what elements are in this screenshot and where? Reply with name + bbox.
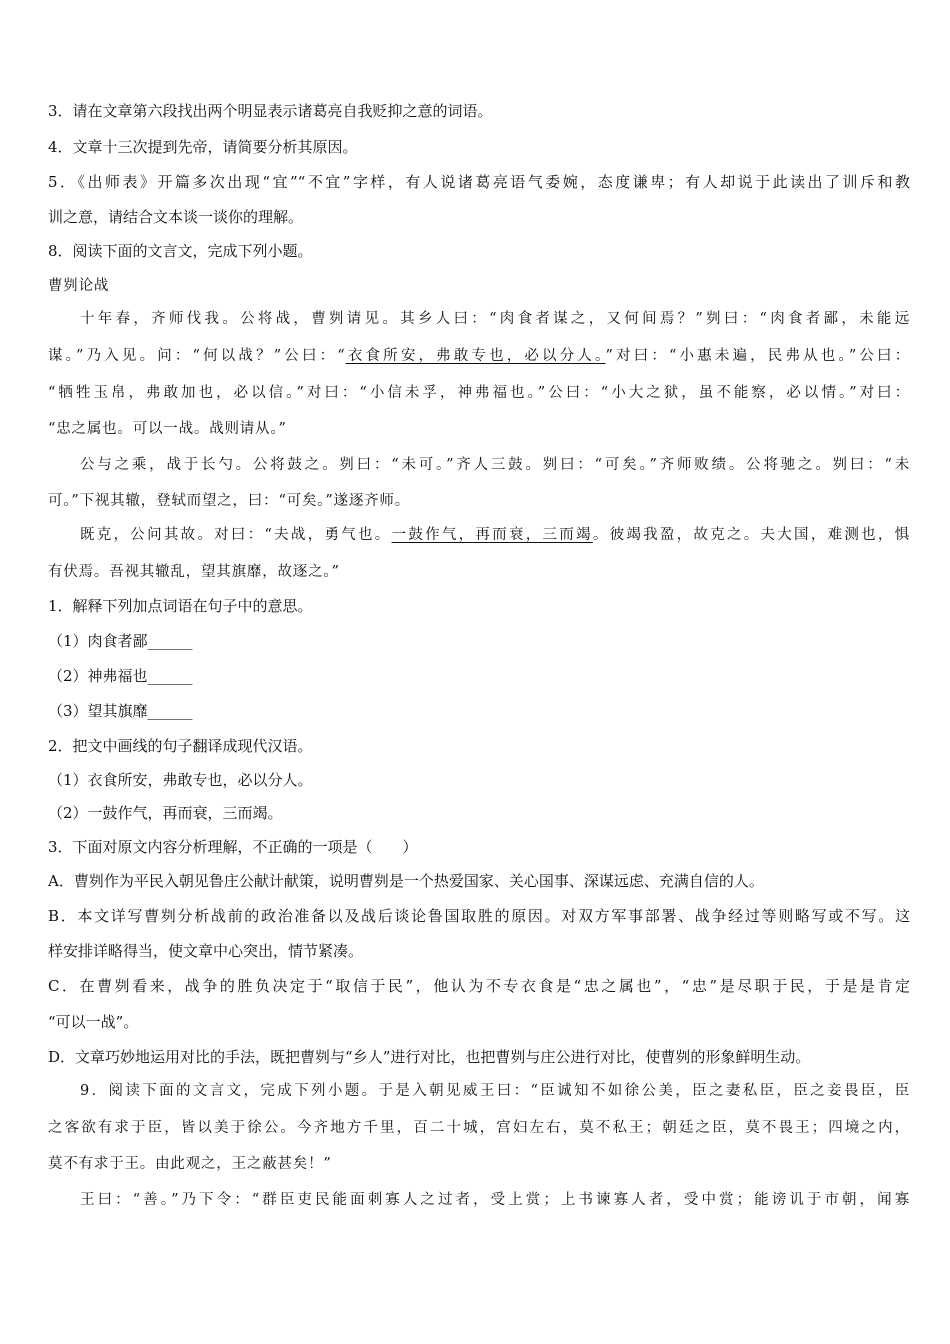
passage-paragraph-2-line-1: 公与之乘，战于长勺。公将鼓之。刿曰：“未可。”齐人三鼓。刿曰：“可矣。”齐师败绩。公将驰之。刿曰：“未 (80, 457, 910, 473)
question-6-item-3: 3．请在文章第六段找出两个明显表示诸葛亮自我贬抑之意的词语。 (48, 102, 493, 120)
subquestion-3-stem: 3．下面对原文内容分析理解，不正确的一项是（ ） (48, 838, 418, 856)
passage-paragraph-1-line-1: 十年春，齐师伐我。公将战，曹刿请见。其乡人曰：“肉食者谋之，又何间焉？”刿曰：“肉食者鄙，未能远 (80, 311, 910, 327)
subquestion-1-item: （3）望其旗靡______ (48, 702, 193, 720)
subquestion-2-stem: 2．把文中画线的句子翻译成现代汉语。 (48, 737, 313, 755)
question-9-line-2: 之客欲有求于臣，皆以美于徐公。今齐地方千里，百二十城，宫妇左右，莫不私王；朝廷之臣，莫不畏王；四境之内， (48, 1120, 910, 1136)
question-6-item-4: 4．文章十三次提到先帝，请简要分析其原因。 (48, 138, 358, 156)
option-b-line-1: B．本文详写曹刿分析战前的政治准备以及战后谈论鲁国取胜的原因。对双方军事部署、战争经过等则略写或不写。这 (48, 907, 910, 925)
underlined-sentence-1: 衣食所安，弗敢专也，必以分人。 (345, 348, 606, 364)
question-9-line-4: 王曰：“善。”乃下令：“群臣吏民能面刺寡人之过者，受上赏；上书谏寡人者，受中赏；能谤讥于市朝，闻寡 (80, 1192, 910, 1208)
subquestion-1-item: （2）神弗福也______ (48, 667, 193, 685)
passage-paragraph-1-line-3: “牺牲玉帛，弗敢加也，必以信。”对曰：“小信未孚，神弗福也。”公曰：“小大之狱，虽不能察，必以情。”对曰： (48, 385, 910, 401)
option-a: A．曹刿作为平民入朝见鲁庄公献计献策，说明曹刿是一个热爱国家、关心国事、深谋远虑、充满自信的人。 (48, 872, 764, 890)
underlined-sentence-2: 一鼓作气，再而衰，三而竭 (391, 527, 593, 543)
subquestion-1-item: （1）肉食者鄙______ (48, 632, 193, 650)
question-6-item-5-line-1: 5．《出师表》开篇多次出现“宜”“不宜”字样，有人说诸葛亮语气委婉，态度谦卑；有人却说于此读出了训斥和教 (48, 173, 910, 191)
option-d: D．文章巧妙地运用对比的手法，既把曹刿与“乡人”进行对比，也把曹刿与庄公进行对比，使曹刿的形象鲜明生动。 (48, 1048, 811, 1066)
passage-text: ”对曰：“小惠未遍，民弗从也。”公曰： (605, 348, 911, 364)
subquestion-1-stem: 1．解释下列加点词语在句子中的意思。 (48, 597, 313, 615)
passage-title: 曹刿论战 (48, 278, 110, 294)
option-c-line-2: “可以一战”。 (48, 1013, 139, 1031)
passage-paragraph-3-line-1 (80, 525, 910, 545)
passage-text: 。彼竭我盈，故克之。夫大国，难测也，惧 (592, 527, 910, 543)
passage-paragraph-1-line-4: “忠之属也。可以一战。战则请从。” (48, 421, 287, 437)
passage-text: 谋。”乃入见。问：“何以战？”公曰：“ (48, 348, 346, 364)
passage-paragraph-2-line-2: 可。”下视其辙，登轼而望之，曰：“可矣。”遂逐齐师。 (48, 493, 411, 509)
question-9-line-1: 9．阅读下面的文言文，完成下列小题。于是入朝见威王曰：“臣诚知不如徐公美，臣之妻私臣，臣之妾畏臣，臣 (80, 1083, 910, 1099)
passage-paragraph-1-line-2 (48, 346, 910, 366)
option-b-line-2: 样安排详略得当，使文章中心突出，情节紧凑。 (48, 942, 364, 960)
subquestion-2-item: （1）衣食所安，弗敢专也，必以分人。 (48, 771, 313, 789)
passage-paragraph-3-line-2: 有伏焉。吾视其辙乱，望其旗靡，故逐之。” (48, 564, 340, 580)
question-8-intro: 8．阅读下面的文言文，完成下列小题。 (48, 242, 313, 260)
question-9-line-3: 莫不有求于王。由此观之，王之蔽甚矣！” (48, 1156, 332, 1172)
option-c-line-1: C．在曹刿看来，战争的胜负决定于“取信于民”，他认为不专衣食是“忠之属也”，“忠”是尽职于民，于是是肯定 (48, 977, 910, 995)
question-6-item-5-line-2: 训之意，请结合文本谈一谈你的理解。 (48, 208, 304, 226)
subquestion-2-item: （2）一鼓作气，再而衰，三而竭。 (48, 804, 283, 822)
passage-text: 既克，公问其故。对曰：“夫战，勇气也。 (80, 527, 392, 543)
